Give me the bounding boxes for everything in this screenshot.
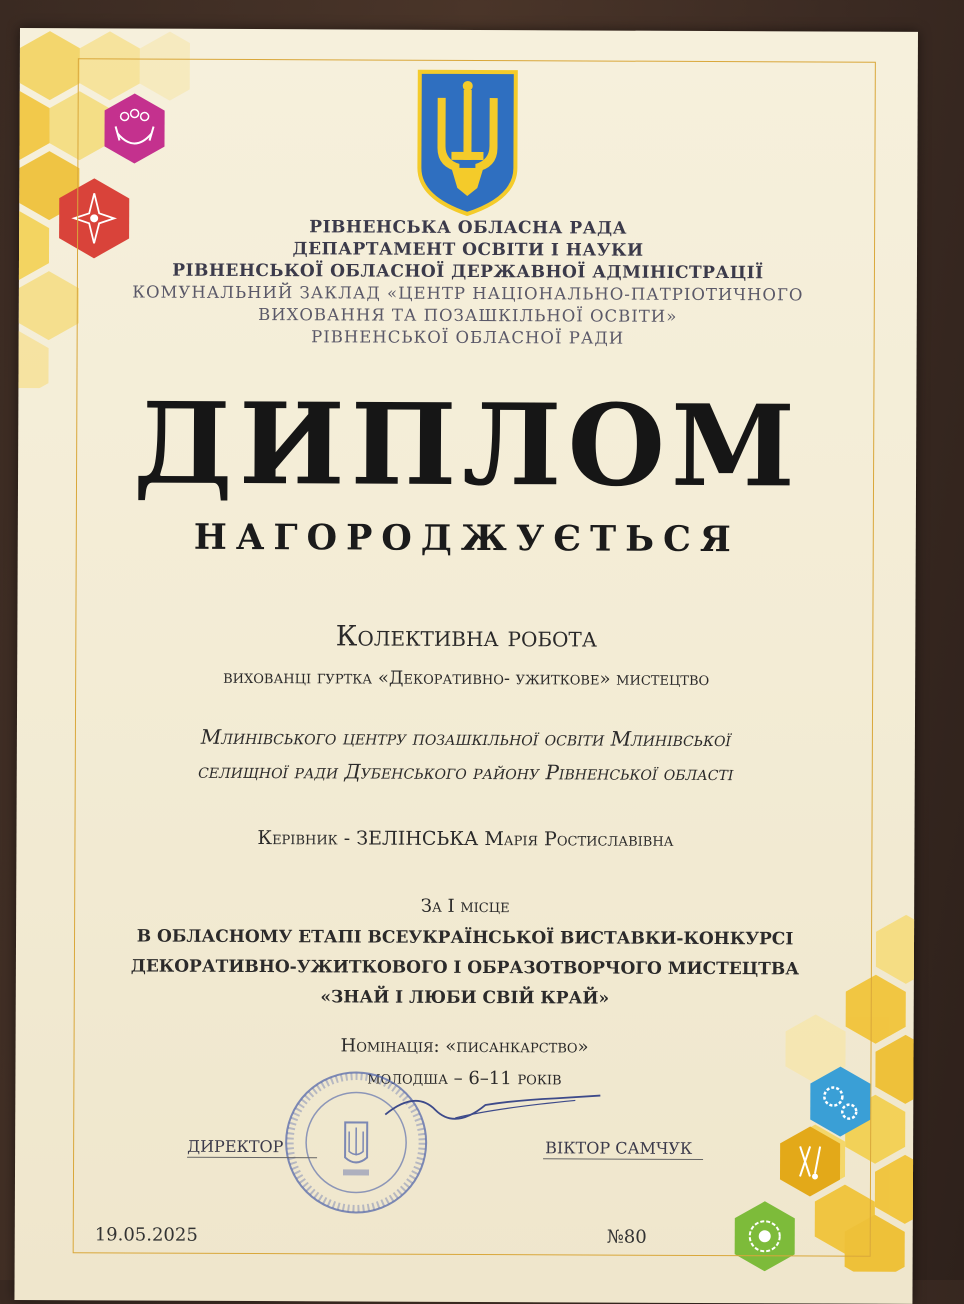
signature-name: ВІКТОР САМЧУК	[545, 1138, 693, 1158]
award-line-1: В ОБЛАСНОМУ ЕТАПІ ВСЕУКРАЇНСЬКОЇ ВИСТАВКИ-КОНКУРСІ	[136, 926, 794, 950]
diploma-number: №80	[606, 1226, 647, 1248]
signature-role: ДИРЕКТОР	[187, 1136, 284, 1157]
header-line-3: РІВНЕНСЬКОЇ ОБЛАСНОЇ ДЕРЖАВНОЇ АДМІНІСТРАЦІЇ	[172, 260, 764, 284]
organization-line-2: селищної ради Дубенського району Рівненської області	[198, 758, 734, 786]
header-line-6: РІВНЕНСЬКОЇ ОБЛАСНОЇ РАДИ	[311, 327, 625, 348]
diploma-subtitle: НАГОРОДЖУЄТЬСЯ	[193, 516, 740, 561]
nomination: Номінація: «писанкарство»	[340, 1035, 589, 1058]
recipient-name: Колективна робота	[335, 619, 598, 654]
organization-line-1: Млинівського центру позашкільної освіти Млинівської	[200, 724, 732, 752]
header-line-4: КОМУНАЛЬНИЙ ЗАКЛАД «ЦЕНТР НАЦІОНАЛЬНО-ПАТРІОТИЧНОГО	[132, 282, 804, 305]
issue-date: 19.05.2025	[94, 1224, 198, 1246]
diploma-title: ДИПЛОМ	[133, 378, 802, 513]
header-line-2: ДЕПАРТАМЕНТ ОСВІТИ І НАУКИ	[292, 239, 644, 261]
trident-coat-of-arms-icon	[415, 68, 520, 218]
header-line-1: РІВНЕНСЬКА ОБЛАСНА РАДА	[309, 217, 627, 239]
diploma-sheet	[14, 28, 918, 1304]
handwritten-signature	[375, 1070, 605, 1131]
award-line-2: ДЕКОРАТИВНО-УЖИТКОВОГО І ОБРАЗОТВОРЧОГО МИСТЕЦТВА	[130, 956, 800, 980]
age-group: молодша – 6–11 років	[367, 1067, 562, 1090]
header-line-5: ВИХОВАННЯ ТА ПОЗАШКІЛЬНОЇ ОСВІТИ»	[258, 305, 678, 326]
leader-line: Керівник - ЗЕЛІНСЬКА Марія Ростиславівна	[257, 827, 674, 851]
award-line-3: «ЗНАЙ І ЛЮБИ СВІЙ КРАЙ»	[320, 987, 610, 1009]
recipient-group: вихованці гуртка «Декоративно- ужиткове» мистецтво	[223, 666, 710, 691]
award-place: За І місце	[420, 895, 510, 918]
